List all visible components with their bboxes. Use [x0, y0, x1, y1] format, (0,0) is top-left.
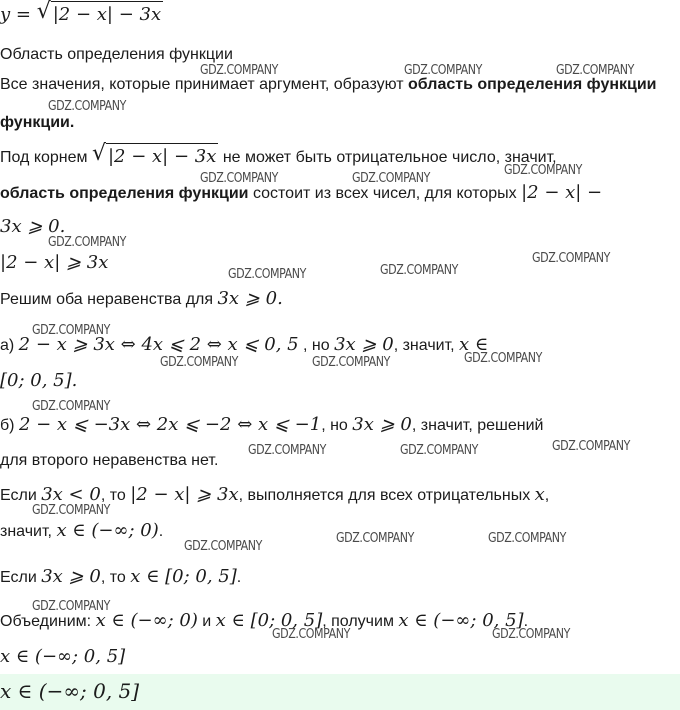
watermark: GDZ.COMPANY [504, 163, 582, 178]
case-a-line-1: а) 2 − x ⩾ 3x ⇔ 4x ⩽ 2 ⇔ x ⩽ 0, 5 , но 3x ⩾ 0, значит, x ∈ [0, 334, 489, 355]
watermark: GDZ.COMPANY [488, 531, 566, 546]
root-condition-line-2: область определения функции состоит из всех чисел, для которых |2 − x| − [0, 182, 603, 203]
watermark: GDZ.COMPANY [200, 63, 278, 78]
watermark: GDZ.COMPANY [556, 63, 634, 78]
watermark: GDZ.COMPANY [404, 63, 482, 78]
definition-line-2: функции. [0, 114, 75, 131]
watermark: GDZ.COMPANY [48, 235, 126, 250]
watermark: GDZ.COMPANY [228, 267, 306, 282]
watermark: GDZ.COMPANY [352, 171, 430, 186]
answer-text: x ∈ (−∞; 0, 5] [0, 679, 140, 703]
watermark: GDZ.COMPANY [200, 171, 278, 186]
section-title: Область определения функции [0, 46, 233, 63]
combine-line: Объединим: x ∈ (−∞; 0) и x ∈ [0; 0, 5], получим x ∈ (−∞; 0, 5]. [0, 610, 529, 631]
result-line: x ∈ (−∞; 0, 5] [0, 646, 126, 667]
case-b-line-2: для второго неравенства нет. [0, 452, 219, 469]
watermark: GDZ.COMPANY [32, 323, 110, 338]
watermark: GDZ.COMPANY [552, 439, 630, 454]
watermark: GDZ.COMPANY [32, 399, 110, 414]
watermark: GDZ.COMPANY [184, 539, 262, 554]
watermark: GDZ.COMPANY [464, 351, 542, 366]
watermark: GDZ.COMPANY [400, 443, 478, 458]
solve-both-line: Решим оба неравенства для 3x ⩾ 0. [0, 288, 283, 309]
watermark: GDZ.COMPANY [492, 627, 570, 642]
watermark: GDZ.COMPANY [532, 251, 610, 266]
root-condition-line-3: 3x ⩾ 0. [0, 216, 66, 237]
watermark: GDZ.COMPANY [48, 99, 126, 114]
inequality-main: |2 − x| ⩾ 3x [0, 252, 109, 273]
watermark: GDZ.COMPANY [248, 443, 326, 458]
case-a-line-2: [0; 0, 5]. [0, 370, 78, 391]
watermark: GDZ.COMPANY [32, 599, 110, 614]
watermark: GDZ.COMPANY [336, 531, 414, 546]
watermark: GDZ.COMPANY [380, 263, 458, 278]
if-negative-line-1: Если 3x < 0, то |2 − x| ⩾ 3x, выполняется для всех отрицательных x, [0, 484, 550, 505]
sqrt-symbol: √ |2 − x| − 3x [37, 4, 163, 26]
root-condition-line-1: Под корнем √ |2 − x| − 3x не может быть отрицательное число, значит, [0, 146, 557, 169]
function-formula: y = √ |2 − x| − 3x [0, 4, 163, 26]
watermark: GDZ.COMPANY [160, 355, 238, 370]
watermark: GDZ.COMPANY [32, 503, 110, 518]
if-negative-line-2: значит, x ∈ (−∞; 0). [0, 520, 164, 541]
if-positive-line: Если 3x ⩾ 0, то x ∈ [0; 0, 5]. [0, 566, 242, 587]
watermark: GDZ.COMPANY [272, 627, 350, 642]
answer-box [0, 674, 680, 710]
watermark: GDZ.COMPANY [312, 355, 390, 370]
sqrt-symbol: √ |2 − x| − 3x [92, 146, 218, 168]
definition-line-1: Все значения, которые принимает аргумент, образуют область определения функции [0, 76, 657, 93]
case-b-line-1: б) 2 − x ⩽ −3x ⇔ 2x ⩽ −2 ⇔ x ⩽ −1, но 3x ⩾ 0, значит, решений [0, 414, 544, 435]
